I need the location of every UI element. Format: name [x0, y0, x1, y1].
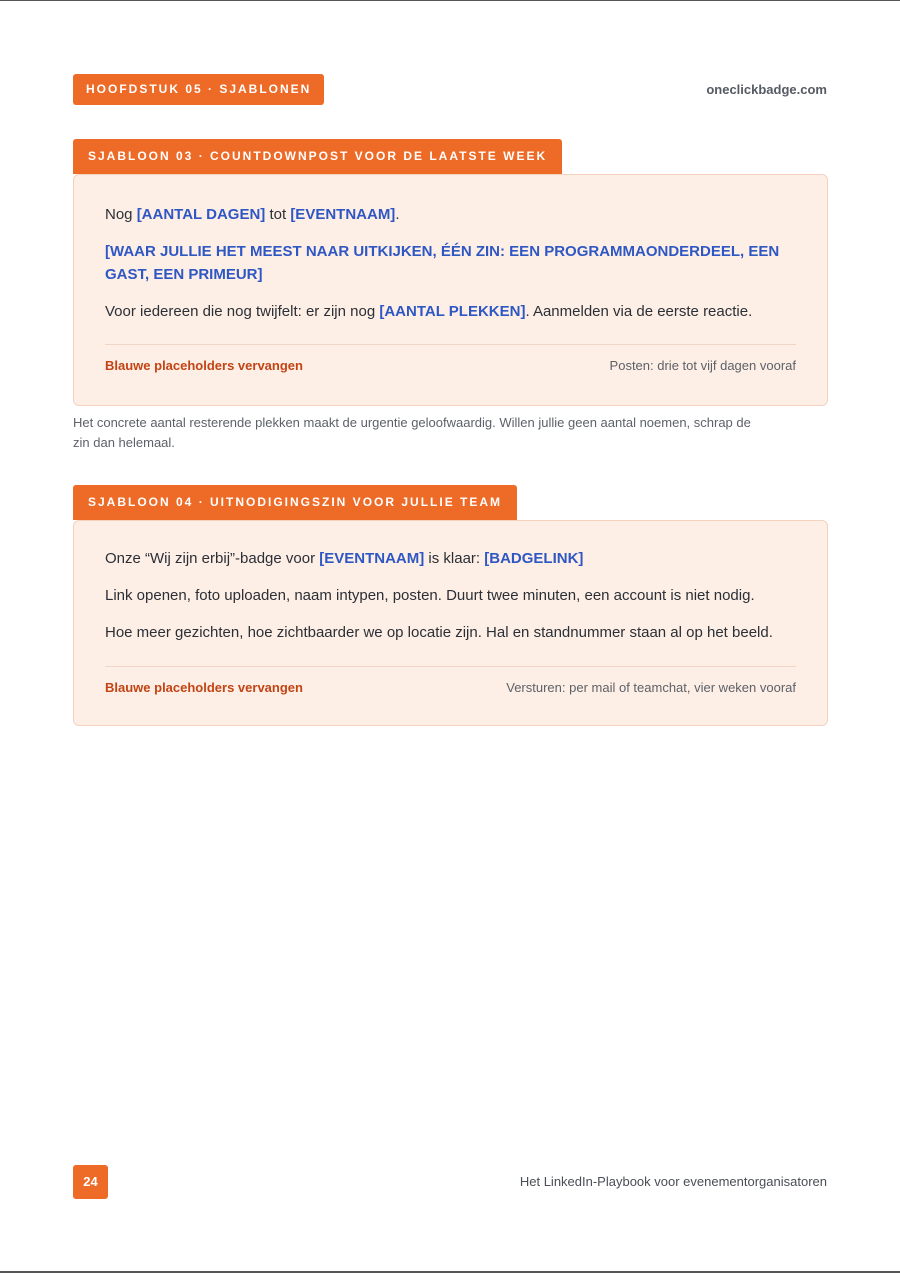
template-04-line-3: Hoe meer gezichten, hoe zichtbaarder we op locatie zijn. Hal en standnummer staan al op het beeld.: [105, 624, 773, 641]
template-03-line-2: [105, 240, 796, 286]
sending-timing: Versturen: per mail of teamchat, vier weken vooraf: [506, 680, 796, 695]
site-name: oneclickbadge.com: [706, 82, 827, 97]
template-04-footer: [105, 679, 796, 697]
card-divider: [105, 666, 796, 667]
template-text: tot: [265, 206, 291, 223]
placeholder-hint: Blauwe placeholders vervangen: [105, 680, 303, 695]
template-03-tab: SJABLOON 03 · COUNTDOWNPOST VOOR DE LAATSTE WEEK: [73, 139, 562, 174]
template-04-card: [73, 520, 828, 726]
placeholder: [WAAR JULLIE HET MEEST NAAR UITKIJKEN, ÉÉN ZIN: EEN PROGRAMMAONDERDEEL, EEN GAST, EEN PRIMEUR]: [105, 243, 780, 283]
placeholder: [AANTAL PLEKKEN]: [379, 303, 526, 320]
template-03-line-1: [105, 203, 796, 226]
posting-timing: Posten: drie tot vijf dagen vooraf: [609, 358, 796, 373]
page-number: 24: [73, 1165, 108, 1199]
chapter-badge: HOOFDSTUK 05 · SJABLONEN: [73, 74, 324, 105]
template-text: is klaar:: [424, 550, 485, 567]
template-text: .: [395, 206, 400, 223]
template-04-line-2: Link openen, foto uploaden, naam intypen, posten. Duurt twee minuten, een account is niet nodig.: [105, 587, 755, 604]
page-top-border: [0, 0, 900, 1]
placeholder-hint: Blauwe placeholders vervangen: [105, 358, 303, 373]
card-divider: [105, 344, 796, 345]
template-text: Nog: [105, 206, 137, 223]
template-text: . Aanmelden via de eerste reactie.: [525, 303, 753, 320]
template-text: Onze “Wij zijn erbij”-badge voor: [105, 550, 320, 567]
placeholder: [BADGELINK]: [484, 550, 584, 567]
template-note: Het concrete aantal resterende plekken maakt de urgentie geloofwaardig. Willen jullie geen aantal noemen, schrap de zin dan helemaal.: [73, 415, 751, 450]
template-03-footer: [105, 357, 796, 375]
template-03-card: [73, 174, 828, 406]
book-title: Het LinkedIn-Playbook voor evenementorganisatoren: [519, 1174, 827, 1189]
template-text: Voor iedereen die nog twijfelt: er zijn nog: [105, 303, 380, 320]
placeholder: [EVENTNAAM]: [290, 206, 396, 223]
placeholder: [EVENTNAAM]: [319, 550, 425, 567]
placeholder: [AANTAL DAGEN]: [136, 206, 266, 223]
template-04-line-1: [105, 547, 796, 570]
template-03-line-3: [105, 300, 796, 323]
template-04-tab: SJABLOON 04 · UITNODIGINGSZIN VOOR JULLIE TEAM: [73, 485, 517, 520]
